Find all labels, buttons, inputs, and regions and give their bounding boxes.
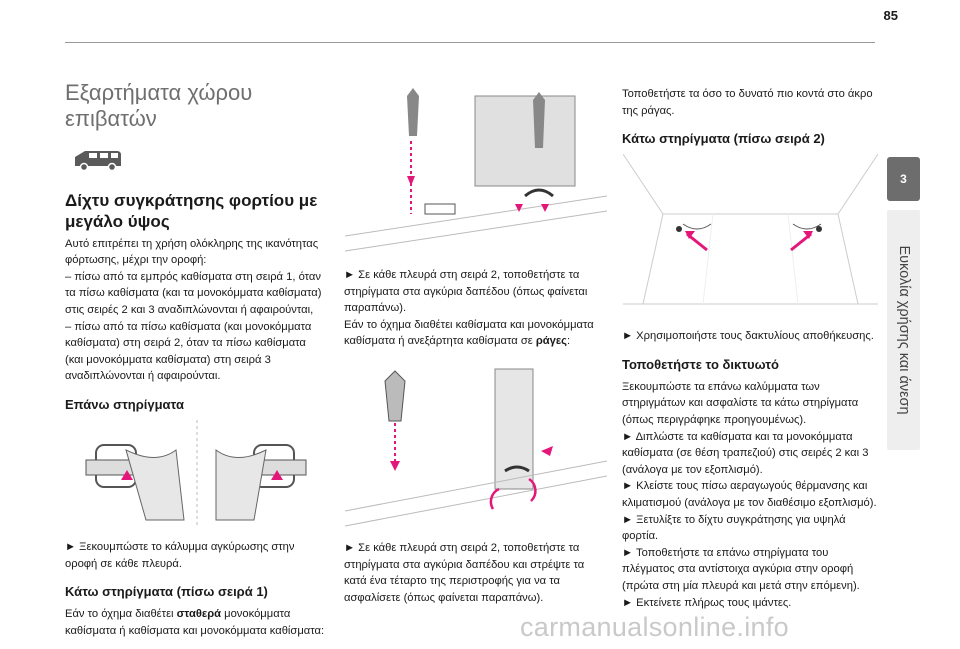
paragraph: ► Σε κάθε πλευρά στη σειρά 2, τοποθετήστε τα στηρίγματα στα αγκύρια δαπέδου και στρέψτε τα κατά ένα τέταρτο της περιστροφής για να τα ασφαλίσετε (όπως φαίνεται παραπάνω). — [344, 541, 585, 604]
column-1 — [65, 60, 327, 639]
paragraph-fixed-seats: Εάν το όχημα διαθέτει σταθερά μονοκόμματα καθίσματα ή καθίσματα και μονοκόμματα καθίσματα: — [65, 608, 325, 637]
watermark: carmanualsonline.info — [520, 612, 789, 642]
section-heading-net: Δίχτυ συγκράτησης φορτίου με μεγάλο ύψος — [65, 190, 318, 231]
column-2 — [344, 85, 606, 606]
paragraph: ► Εκτείνετε πλήρως τους ιμάντες. — [622, 596, 792, 609]
subheading-install-net: Τοποθετήστε το δικτυωτό — [622, 356, 779, 372]
paragraph: ► Σε κάθε πλευρά στη σειρά 2, τοποθετήστε τα στηρίγματα στα αγκύρια δαπέδου (όπως φαίνεται παραπάνω). — [344, 269, 588, 315]
page-title: Εξαρτήματα χώρου επιβατών — [65, 80, 253, 131]
paragraph: ► Διπλώστε τα καθίσματα και τα μονοκόμματα καθίσματα (σε θέση τραπεζιού) στις σειρές 2 και 3 (ανάλογα με τον εξοπλισμό). — [622, 430, 869, 476]
subheading-upper-mounts: Επάνω στηρίγματα — [65, 396, 184, 412]
storage-rings-illustration — [622, 153, 877, 320]
paragraph: ► Ξετυλίξτε το δίχτυ συγκράτησης για υψηλά φορτία. — [622, 513, 846, 543]
paragraph: Τοποθετήστε τα όσο το δυνατό πιο κοντά στο άκρο της ράγας. — [622, 88, 873, 117]
column-3 — [622, 86, 877, 611]
paragraph: ► Χρησιμοποιήστε τους δακτυλίους αποθήκευσης. — [622, 330, 874, 343]
rail-anchor-illustration — [344, 360, 606, 532]
paragraph: Ξεκουμπώστε τα επάνω καλύμματα των στηριγμάτων και ασφαλίστε τα κάτω στηρίγματα (όπως περιγράφηκε προηγουμένως). — [622, 380, 859, 426]
paragraph: ► Κλείστε τους πίσω αεραγωγούς θέρμανσης και κλιματισμού (ανάλογα με τον διαθέσιμο εξοπλισμό). — [622, 480, 877, 509]
van-icon — [71, 148, 327, 178]
paragraph: Αυτό επιτρέπει τη χρήση ολόκληρης της ικανότητας φόρτωσης, μέχρι την οροφή: — [65, 237, 319, 267]
subheading-lower-mounts-row1: Κάτω στηρίγματα (πίσω σειρά 1) — [65, 584, 268, 600]
chapter-tab[interactable]: 3 — [887, 157, 920, 201]
paragraph: ► Τοποθετήστε τα επάνω στηρίγματα του πλέγματος στα αντίστοιχα αγκύρια στην οροφή (πρώτα στη μία πλευρά και μετά στην επόμενη). — [622, 546, 860, 592]
upper-mount-illustration — [65, 419, 327, 531]
page-number: 85 — [883, 8, 898, 23]
subheading-lower-mounts-row2: Κάτω στηρίγματα (πίσω σειρά 2) — [622, 131, 825, 147]
paragraph-rail-seats: Εάν το όχημα διαθέτει καθίσματα και μονοκόμματα καθίσματα ή ανεξάρτητα καθίσματα σε ράγες: — [344, 318, 594, 348]
side-tab-label: Ευκολία χρήσης και άνεση — [896, 245, 912, 415]
floor-anchor-illustration — [344, 85, 606, 257]
header-rule — [65, 42, 875, 43]
paragraph: – πίσω από τα πίσω καθίσματα (και μονοκόμματα καθίσματα) στη σειρά 2, όταν τα πίσω καθίσματα (και μονοκόμματα καθίσματα) στη σειρά 3 αναδιπλώνονται ή αφαιρούνται. — [65, 320, 312, 383]
paragraph: ► Ξεκουμπώστε το κάλυμμα αγκύρωσης στην οροφή σε κάθε πλευρά. — [65, 540, 295, 570]
paragraph: – πίσω από τα εμπρός καθίσματα στη σειρά 1, όταν τα πίσω καθίσματα (και τα μονοκόμματα καθίσματα) στις σειρές 2 και 3 αναδιπλώνονται ή αφαιρούνται, — [65, 270, 322, 316]
